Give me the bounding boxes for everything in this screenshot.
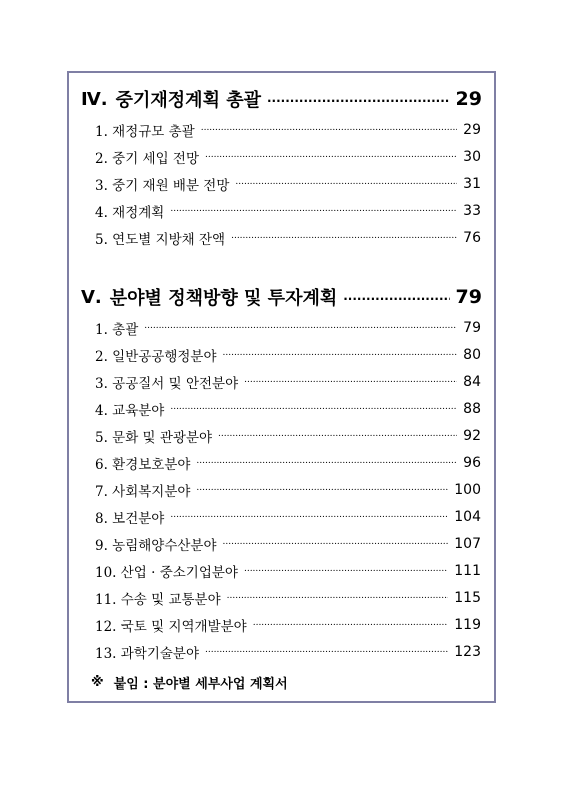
toc-entry-label: 6. 환경보호분야	[95, 457, 191, 473]
toc-entry[interactable]	[95, 506, 481, 528]
toc-entry-page: 88	[463, 401, 481, 417]
section-page: 79	[455, 286, 482, 308]
toc-entry-page: 96	[463, 455, 481, 471]
toc-entry[interactable]	[95, 119, 481, 141]
leader-dots	[170, 402, 457, 411]
leader-dots	[227, 591, 449, 600]
toc-entry[interactable]	[95, 317, 481, 339]
toc-entry-page: 115	[454, 590, 481, 606]
section-numeral: Ⅴ.	[81, 286, 102, 308]
toc-entry[interactable]	[95, 173, 481, 195]
toc-entry-label: 4. 교육분야	[95, 403, 165, 419]
toc-entry-page: 80	[463, 347, 481, 363]
leader-dots	[205, 150, 457, 159]
toc-entry-label: 10. 산업 · 중소기업분야	[95, 565, 238, 581]
attachment-note-text: 붙임 : 분야별 세부사업 계획서	[113, 676, 288, 692]
toc-entry-label: 1. 총괄	[95, 322, 139, 338]
toc-frame	[67, 71, 496, 703]
leader-dots	[144, 321, 457, 330]
section-heading-4	[81, 85, 482, 113]
toc-entry-label: 5. 연도별 지방채 잔액	[95, 232, 226, 248]
toc-entry-label: 2. 일반공공행정분야	[95, 349, 217, 365]
section-page: 29	[455, 88, 482, 110]
leader-dots	[223, 537, 449, 546]
toc-entry-page: 100	[454, 482, 481, 498]
section-title: 분야별 정책방향 및 투자계획	[109, 288, 338, 309]
toc-entry[interactable]	[95, 425, 481, 447]
leader-dots	[235, 177, 457, 186]
toc-entry-page: 30	[463, 149, 481, 165]
toc-entry-label: 11. 수송 및 교통분야	[95, 592, 221, 608]
toc-entry[interactable]	[95, 344, 481, 366]
leader-dots	[244, 564, 448, 573]
toc-entry-page: 76	[463, 230, 481, 246]
leader-dots	[218, 429, 457, 438]
toc-entry[interactable]	[95, 614, 481, 636]
toc-entry-page: 107	[454, 536, 481, 552]
toc-entry-label: 5. 문화 및 관광분야	[95, 430, 213, 446]
toc-entry[interactable]	[95, 200, 481, 222]
leader-dots	[267, 91, 450, 103]
toc-entry-label: 3. 공공질서 및 안전분야	[95, 376, 239, 392]
leader-dots	[170, 204, 457, 213]
toc-entry[interactable]	[95, 146, 481, 168]
leader-dots	[170, 510, 448, 519]
toc-entry[interactable]	[95, 641, 481, 663]
toc-entry-label: 7. 사회복지분야	[95, 484, 191, 500]
attachment-note	[91, 672, 288, 692]
leader-dots	[223, 348, 458, 357]
leader-dots	[244, 375, 457, 384]
toc-entry[interactable]	[95, 452, 481, 474]
leader-dots	[231, 231, 457, 240]
leader-dots	[343, 289, 449, 301]
toc-entry[interactable]	[95, 227, 481, 249]
toc-entry[interactable]	[95, 533, 481, 555]
leader-dots	[205, 645, 448, 654]
toc-entry-label: 4. 재정계획	[95, 205, 165, 221]
toc-entry[interactable]	[95, 587, 481, 609]
toc-entry-page: 104	[454, 509, 481, 525]
toc-entry[interactable]	[95, 479, 481, 501]
toc-entry[interactable]	[95, 560, 481, 582]
toc-entry-label: 1. 재정규모 총괄	[95, 124, 195, 140]
toc-entry-page: 123	[454, 644, 481, 660]
section-title: 중기재정계획 총괄	[115, 90, 261, 111]
leader-dots	[196, 456, 457, 465]
section-numeral: Ⅳ.	[81, 88, 108, 110]
toc-entry[interactable]	[95, 371, 481, 393]
toc-entry-page: 84	[463, 374, 481, 390]
toc-entry-page: 92	[463, 428, 481, 444]
leader-dots	[253, 618, 449, 627]
toc-entry-label: 9. 농림해양수산분야	[95, 538, 217, 554]
toc-entry-page: 111	[454, 563, 481, 579]
toc-entry-page: 29	[463, 122, 481, 138]
toc-entry-label: 3. 중기 재원 배분 전망	[95, 178, 230, 194]
toc-entry-page: 31	[463, 176, 481, 192]
toc-entry-page: 119	[454, 617, 481, 633]
toc-entry-page: 79	[463, 320, 481, 336]
section-heading-5	[81, 283, 482, 311]
toc-entry-label: 8. 보건분야	[95, 511, 165, 527]
leader-dots	[196, 483, 448, 492]
toc-entry-label: 12. 국토 및 지역개발분야	[95, 619, 247, 635]
leader-dots	[201, 123, 457, 132]
toc-entry[interactable]	[95, 398, 481, 420]
toc-entry-label: 2. 중기 세입 전망	[95, 151, 199, 167]
reference-mark-icon: ※	[91, 674, 104, 690]
toc-entry-page: 33	[463, 203, 481, 219]
toc-entry-label: 13. 과학기술분야	[95, 646, 200, 662]
